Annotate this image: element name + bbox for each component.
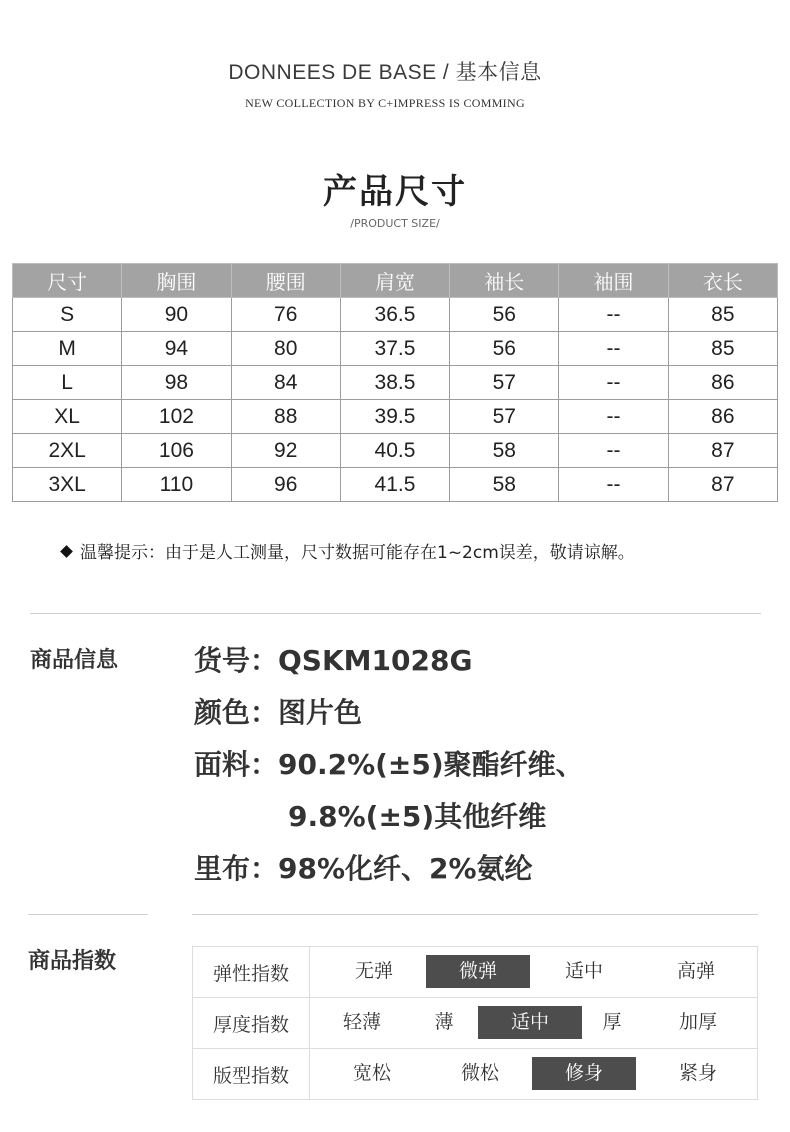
lining-info: 里布：98%化纤、2%氨纶	[194, 852, 533, 885]
color-info: 颜色：图片色	[194, 696, 363, 729]
table-cell: --	[559, 400, 668, 434]
table-cell: 86	[668, 366, 777, 400]
column-header: 袖长	[450, 264, 559, 298]
table-cell: 98	[122, 366, 231, 400]
index-options	[310, 998, 758, 1049]
table-row	[13, 332, 778, 366]
table-cell: 86	[668, 400, 777, 434]
column-header: 胸围	[122, 264, 231, 298]
product-index-label: 商品指数	[28, 949, 117, 974]
table-cell: 56	[450, 298, 559, 332]
elasticity-option: 适中	[564, 960, 603, 982]
table-cell: 41.5	[340, 468, 449, 502]
section-subtitle: NEW COLLECTION BY C+IMPRESS IS COMMING	[245, 96, 525, 110]
fit-option: 微松	[460, 1062, 499, 1084]
fit-row	[193, 1049, 758, 1100]
fabric-info-continued: 9.8%(±5)其他纤维	[288, 800, 547, 833]
fit-option: 紧身	[678, 1062, 717, 1084]
table-cell: --	[559, 468, 668, 502]
table-cell: 3XL	[13, 468, 122, 502]
table-row	[13, 400, 778, 434]
table-cell: 38.5	[340, 366, 449, 400]
table-cell: --	[559, 332, 668, 366]
table-row	[13, 366, 778, 400]
table-cell: XL	[13, 400, 122, 434]
index-row-label: 弹性指数	[193, 947, 310, 998]
diamond-bullet-icon	[60, 545, 73, 558]
thickness-option: 薄	[434, 1011, 454, 1033]
table-row	[13, 298, 778, 332]
table-cell: L	[13, 366, 122, 400]
thickness-option: 厚	[602, 1011, 622, 1033]
table-cell: 87	[668, 434, 777, 468]
fabric-info: 面料：90.2%(±5)聚酯纤维、	[194, 748, 584, 781]
column-header: 尺寸	[13, 264, 122, 298]
table-cell: 102	[122, 400, 231, 434]
thickness-option: 加厚	[678, 1011, 717, 1033]
index-row-label: 版型指数	[193, 1049, 310, 1100]
table-row	[13, 468, 778, 502]
index-options	[310, 1049, 758, 1100]
size-table	[12, 263, 778, 502]
table-cell: 80	[231, 332, 340, 366]
table-cell: --	[559, 298, 668, 332]
divider	[28, 914, 148, 915]
section-title-basic-info: DONNEES DE BASE / 基本信息	[228, 61, 542, 84]
measurement-note	[62, 538, 635, 563]
size-section-subtitle: /PRODUCT SIZE/	[350, 217, 440, 230]
fit-option: 宽松	[352, 1062, 391, 1084]
column-header: 肩宽	[340, 264, 449, 298]
table-row	[13, 434, 778, 468]
elasticity-option: 高弹	[676, 960, 715, 982]
column-header: 腰围	[231, 264, 340, 298]
size-section-title: 产品尺寸	[323, 172, 467, 212]
table-cell: 76	[231, 298, 340, 332]
table-cell: 87	[668, 468, 777, 502]
table-cell: 58	[450, 468, 559, 502]
size-table-header	[13, 264, 778, 298]
table-cell: 39.5	[340, 400, 449, 434]
index-options	[310, 947, 758, 998]
table-cell: 88	[231, 400, 340, 434]
table-cell: 57	[450, 366, 559, 400]
index-row-label: 厚度指数	[193, 998, 310, 1049]
product-info-label: 商品信息	[30, 648, 119, 673]
table-cell: 36.5	[340, 298, 449, 332]
table-cell: S	[13, 298, 122, 332]
table-cell: --	[559, 366, 668, 400]
elasticity-option: 无弹	[354, 960, 393, 982]
product-index-table	[192, 946, 758, 1100]
measurement-note-text: 温馨提示：由于是人工测量，尺寸数据可能存在1~2cm误差，敬请谅解。	[80, 543, 635, 563]
column-header: 袖围	[559, 264, 668, 298]
elasticity-option-selected: 微弹	[426, 955, 530, 988]
table-cell: 106	[122, 434, 231, 468]
table-cell: 2XL	[13, 434, 122, 468]
table-cell: --	[559, 434, 668, 468]
table-cell: 90	[122, 298, 231, 332]
table-cell: 40.5	[340, 434, 449, 468]
table-cell: 37.5	[340, 332, 449, 366]
table-cell: 58	[450, 434, 559, 468]
table-cell: 110	[122, 468, 231, 502]
fit-option-selected: 修身	[532, 1057, 636, 1090]
thickness-option: 轻薄	[342, 1011, 381, 1033]
table-cell: 56	[450, 332, 559, 366]
table-cell: M	[13, 332, 122, 366]
table-cell: 92	[231, 434, 340, 468]
table-cell: 57	[450, 400, 559, 434]
divider	[30, 613, 761, 614]
table-cell: 96	[231, 468, 340, 502]
column-header: 衣长	[668, 264, 777, 298]
thickness-row	[193, 998, 758, 1049]
table-cell: 85	[668, 298, 777, 332]
divider	[192, 914, 758, 915]
table-cell: 94	[122, 332, 231, 366]
table-cell: 84	[231, 366, 340, 400]
item-number: 货号：QSKM1028G	[194, 644, 473, 677]
elasticity-row	[193, 947, 758, 998]
thickness-option-selected: 适中	[478, 1006, 582, 1039]
table-cell: 85	[668, 332, 777, 366]
